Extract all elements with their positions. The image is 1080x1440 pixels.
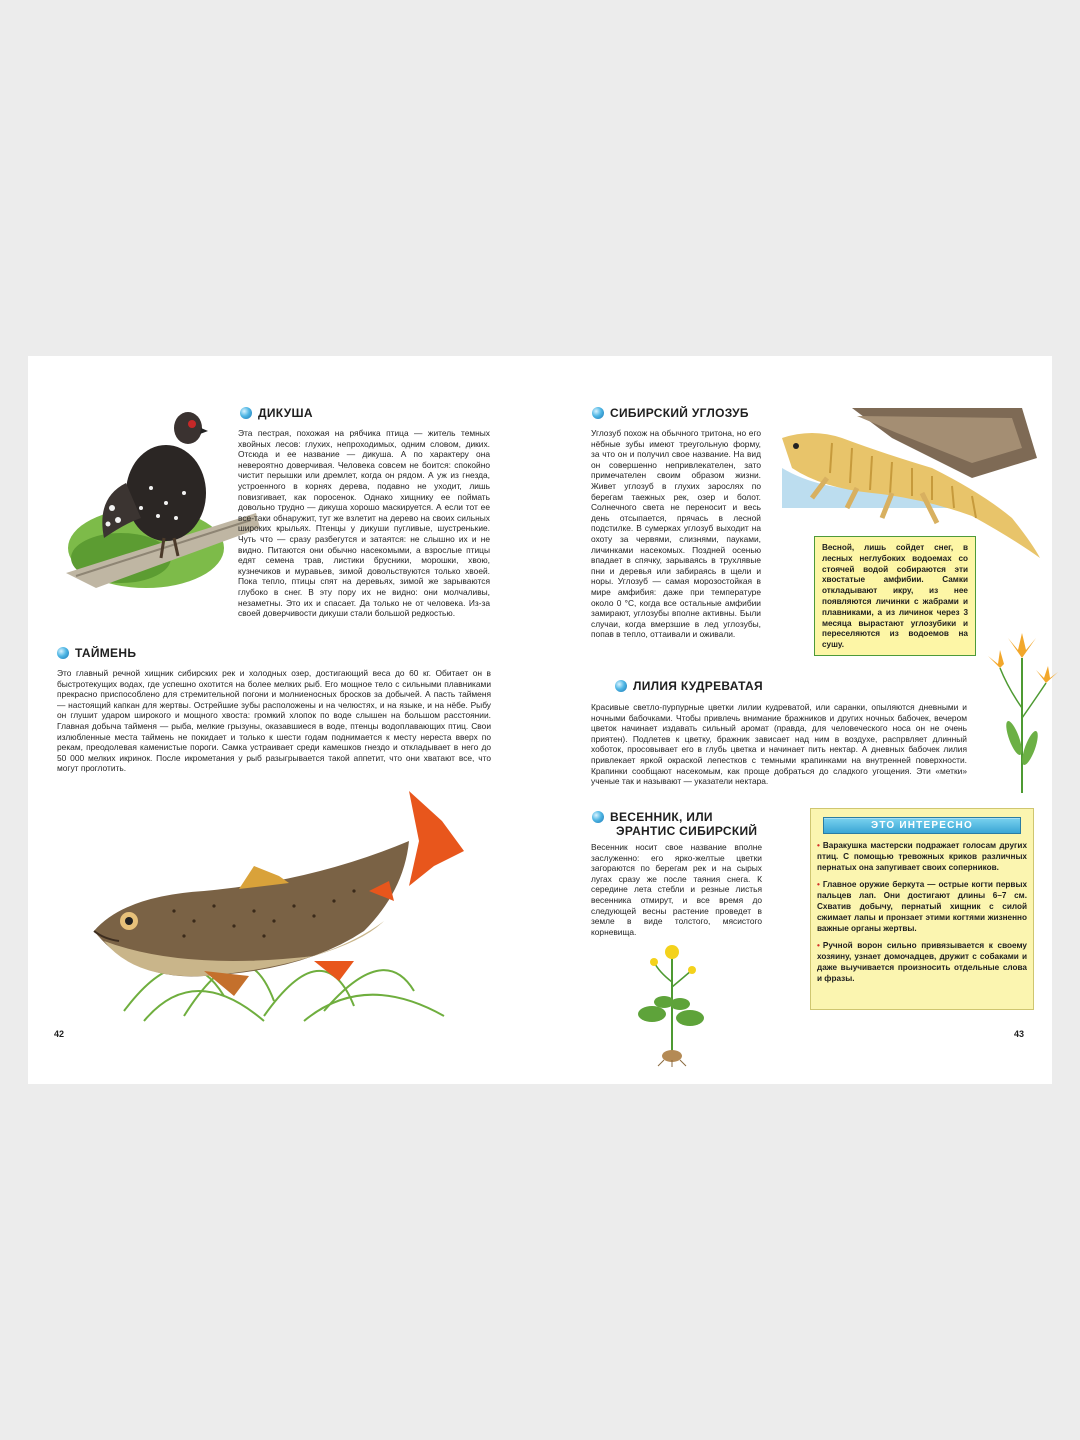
section-bullet-icon [240,407,252,419]
interesting-fact-3-text: Ручной ворон сильно привязывается к своему хозяину, узнает домочадцев, дружит с собаками и даже выучивается произносить отдельные слова и фразы. [817,941,1027,983]
interesting-fact-3 [817,941,1027,984]
bullet-icon: • [817,880,820,890]
salamander-title [592,406,749,420]
taimen-illustration [64,781,469,1031]
interesting-fact-1 [817,841,1027,873]
lily-text: Красивые светло-пурпурные цветки лилии кудреватой, или саранки, опыляются дневными и ночными бабочками. Чтобы привлечь внимание бражников и других ночных бабочек, вечером цветок начинает издавать сильный аромат (правда, для человеческого носа он не очень приятен). Подлетев к цветку, бражник зависает над ним в воздухе, распрвляет длинный хоботок, просовывает его в глубь цветка и начинает пить нектар. А дневных бабочек лилия привлекает яркой окраской лепестков с темными крапинками на внутренней поверхности. Крапинки сообщают насекомым, как проще добраться до сладкого угощения. Эти «метки» ученые так и называют — указатели нектара. [591,702,967,787]
vesennik-illustration [634,942,706,1067]
taimen-text: Это главный речной хищник сибирских рек и холодных озер, достигающий веса до 60 кг. Обитает он в быстротекущих водах, где успешно охотится на более мелких рыб. Его мощное тело с сильными плавниками прекрасно приспособлено для стремительной погони и молниеносных бросков за добычей. А пасть тайменя — настоящий капкан для жертвы. Острейшие зубы расположены и на челюстях, и на языке, и на нёбе. Рыбу он глушит ударом широкого и мощного хвоста: громкий хлопок по воде слышен на большом расстоянии. Главная добыча тайменя — рыба, мелкие грызуны, оказавшиеся в воде, птенцы водоплавающих птиц. Свои излюбленные места таймень не покидает и только к шести годам поднимается к месту нереста вверх по рекам, преодолевая каменистые пороги. Самка устраивает среди камешков гнездо и откладывает в него до 50 000 мелких икринок. После икрометания у рыб разыгрывается такой аппетит, что они хватают все, что могут проглотить. [57,668,491,774]
dikusha-text: Эта пестрая, похожая на рябчика птица — житель темных хвойных лесов: глухих, непроходимых, одним словом, диких. Отсюда и ее название — дикуша. А по характеру она невероятно доверчивая. Человека совсем не боится: спокойно чистит перышки или дремлет, когда он рядом. А уж из гнезда, устроенного в корнях дерева, подавно не уходит, лишь повизгивает, как поросенок. Однако хищнику ее поймать довольно трудно — дикуша хорошо маскируется. А если тот ее все-таки обнаружит, тут же взлетит на дерево на своих сильных широких крыльях. Птенцы у дикуши пугливые, шустренькие. Чуть что — сразу разбегутся и затаятся: не слышно их и не видно. Питаются они обычно насекомыми, а взрослые птицы едят семена трав, листики брусники, морошки, хвою, кузнечиков и муравьев, зимой довольствуются только хвоей. Пока тепло, птицы спят на деревьях, зимой же зарываются глубоко в снег. В эту пору их не видно: они молчаливы, незаметны. Это их и спасает. Да только не от человека. Из-за своей доверчивости дикуши стали большой редкостью. [238,428,490,619]
dikusha-illustration [66,398,261,588]
interesting-header: ЭТО ИНТЕРЕСНО [823,817,1021,834]
section-bullet-icon [57,647,69,659]
left-page [28,356,540,1084]
vesennik-text: Весенник носит свое название вполне заслуженно: его ярко-желтые цветки загораются по берегам рек и на сырых лугах сразу же после таяния снега. К середине лета стебли и резные листья весенника отмирут, и все время до следующей весны растение проведет в земле в виде толстого, мясистого корневища. [591,842,762,937]
page-number-right: 43 [1014,1029,1025,1039]
right-page [540,356,1052,1084]
section-bullet-icon [592,407,604,419]
dikusha-title [240,406,313,420]
lily-title [615,679,763,693]
lily-title-text: ЛИЛИЯ КУДРЕВАТАЯ [633,679,763,693]
book-spread [28,356,1052,1084]
dikusha-title-text: ДИКУША [258,406,313,420]
interesting-facts-box [810,808,1034,1010]
vesennik-title-line1: ВЕСЕННИК, ИЛИ [610,810,713,824]
vesennik-title [592,810,757,838]
interesting-fact-2 [817,880,1027,934]
salamander-fact-text: Весной, лишь сойдет снег, в лесных неглубоких водоемах со стоячей водой собираются эти хвостатые амфибии. Самки откладывают икру, из нее появляются личинки с жабрами и плавниками, а из личинок через 3 месяца вырастают углозубики и переселяются из водоемов на сушу. [822,543,968,650]
salamander-fact-box [814,536,976,656]
bullet-icon: • [817,941,820,951]
interesting-fact-1-text: Варакушка мастерски подражает голосам других птиц. С помощью тревожных криков различных пернатых она запугивает своих соперников. [817,841,1027,872]
bullet-icon: • [817,841,820,850]
taimen-title-text: ТАЙМЕНЬ [75,646,137,660]
lily-illustration [988,628,1058,798]
interesting-fact-2-text: Главное оружие беркута — острые когти первых пальцев лап. Они достигают длины 6–7 см. Схватив добычу, пернатый хищник с силой сжимает лапы и пронзает этими когтями жизненно важные органы жертвы. [817,880,1027,933]
taimen-title [57,646,136,660]
salamander-text: Углозуб похож на обычного тритона, но его нёбные зубы имеют треугольную форму, за что он и получил свое название. На вид он совершенно непривлекателен, зато примечателен своим образом жизни. Живет углозуб в глухих зарослях по берегам таежных рек, озер и болот. Солнечного света не переносит и весь день отсыпается, прячась в лесной подстилке. В сумерках углозуб выходит на охоту за червями, слизнями, пауками, личинками насекомых. Поздней осенью впадает в спячку, зарываясь в трухлявые пни и деревья или забираясь в щели и норы. Углозуб — самая морозостойкая в мире амфибия: даже при температуре около 0 °C, когда все остальные амфибии замирают, углозубы вполне активны. Были случаи, когда вмерзшие в лед углозубы, попав в тепло, оттаивали и оживали. [591,428,761,640]
vesennik-title-line2: ЭРАНТИС СИБИРСКИЙ [616,824,758,838]
salamander-title-text: СИБИРСКИЙ УГЛОЗУБ [610,406,749,420]
page-number-left: 42 [54,1029,65,1039]
section-bullet-icon [592,811,604,823]
section-bullet-icon [615,680,627,692]
